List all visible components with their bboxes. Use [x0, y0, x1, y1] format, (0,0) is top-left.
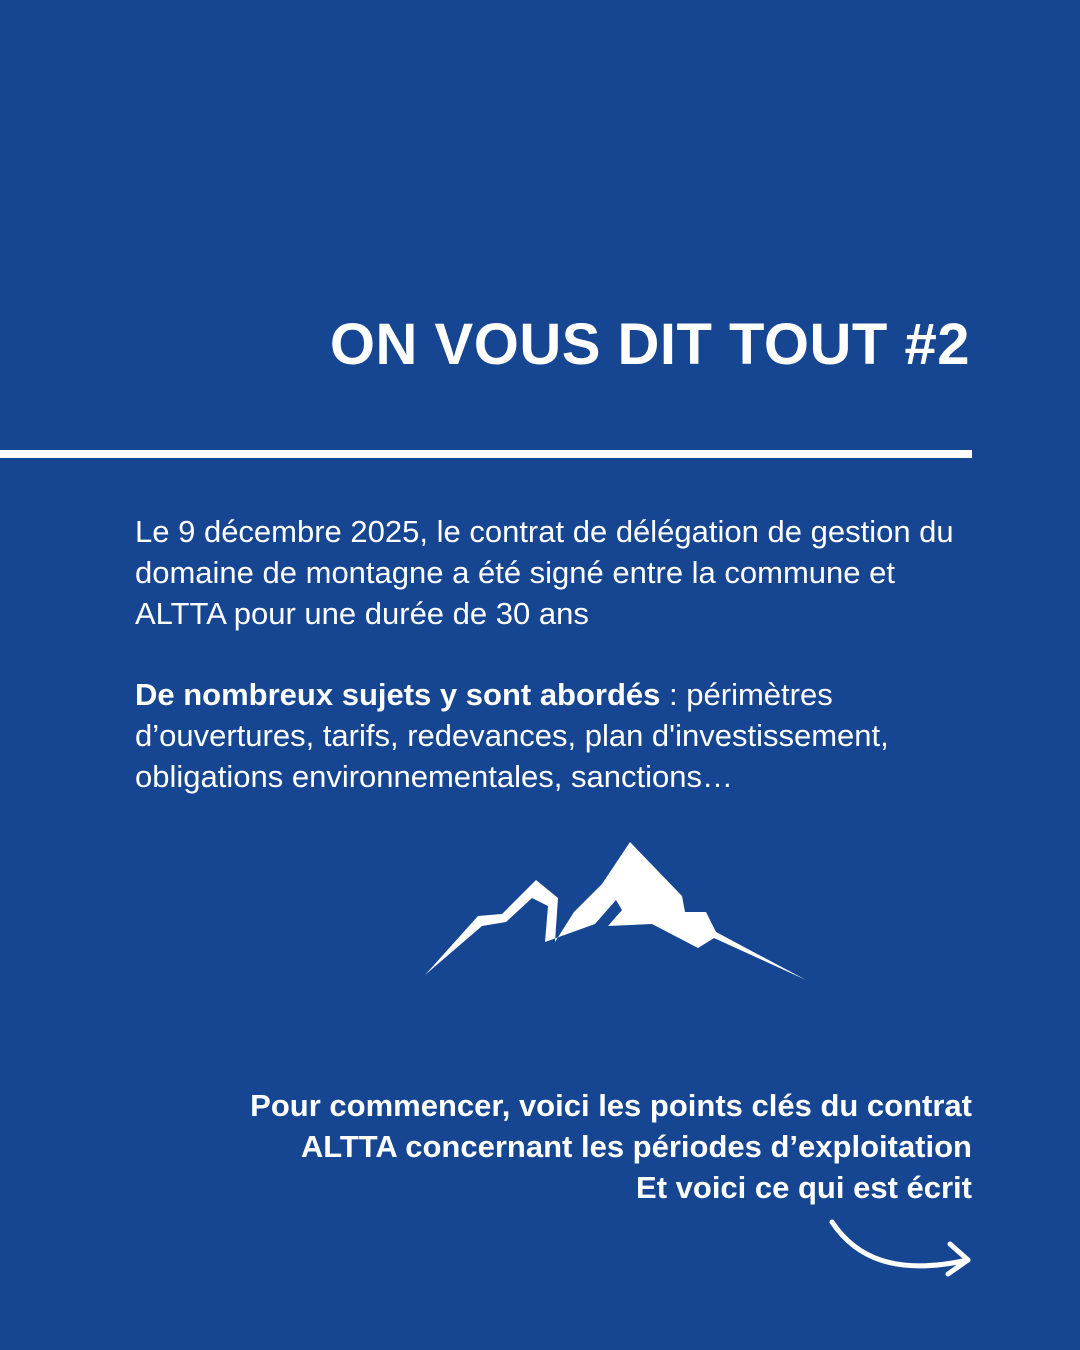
cta-line: Et voici ce qui est écrit [636, 1170, 972, 1205]
mountain-icon [420, 838, 812, 986]
cta-line: ALTTA concernant les périodes d’exploitation [300, 1129, 972, 1164]
intro-paragraph: Le 9 décembre 2025, le contrat de délégation de gestion du domaine de montagne a été signé entre la commune et ALTTA pour une durée de 30 ans [135, 514, 954, 631]
arrow-right-icon [826, 1214, 976, 1280]
topics-lead: De nombreux sujets y sont abordés [135, 677, 661, 712]
call-to-action [72, 1085, 972, 1208]
cta-line: Pour commencer, voici les points clés du contrat [250, 1088, 972, 1123]
topics-paragraph [135, 674, 965, 797]
topics-list: : périmètres d’ouvertures, tarifs, redevances, plan d'investissement, obligations environnementales, sanctions… [135, 677, 889, 794]
divider [0, 450, 972, 458]
page-title: ON VOUS DIT TOUT #2 [329, 312, 970, 377]
